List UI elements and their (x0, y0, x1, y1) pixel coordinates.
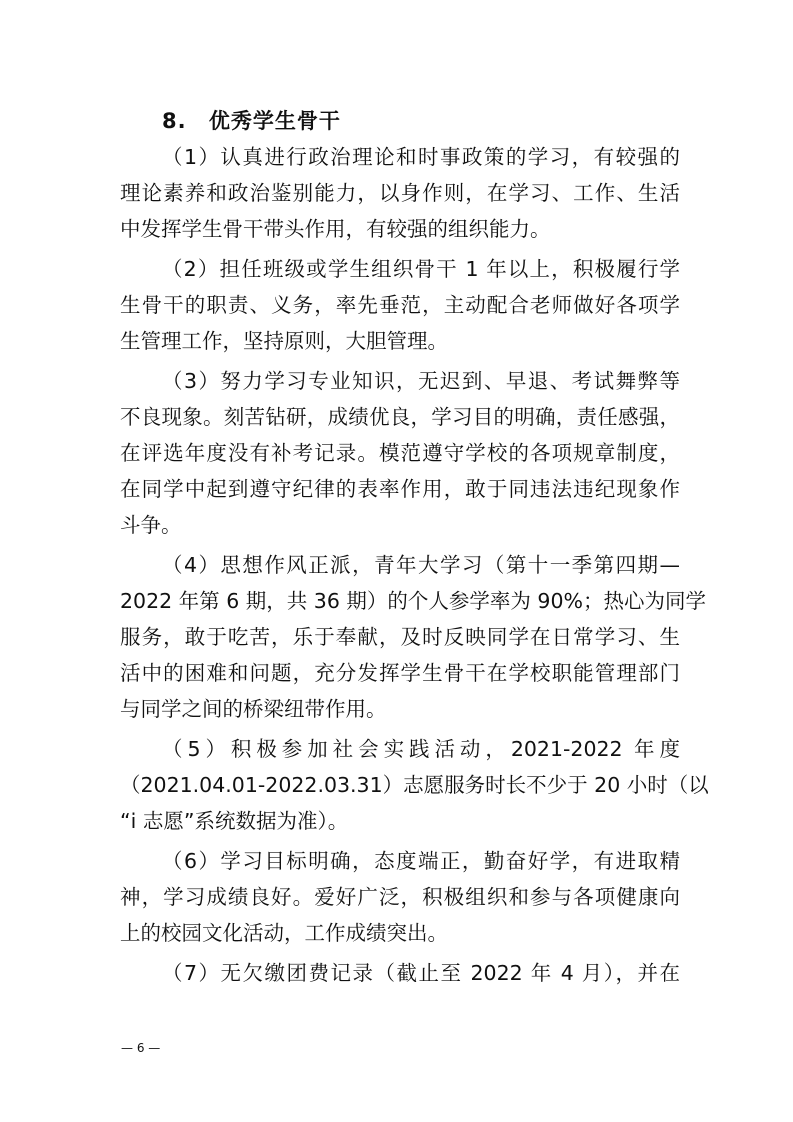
paragraph-line: （1）认真进行政治理论和时事政策的学习，有较强的 (162, 145, 680, 169)
paragraph-line: 中发挥学生骨干带头作用，有较强的组织能力。 (120, 217, 551, 241)
paragraph-line: 神，学习成绩良好。爱好广泛，积极组织和参与各项健康向 (120, 885, 680, 909)
paragraph-line: 在同学中起到遵守纪律的表率作用，敢于同违法违纪现象作 (120, 477, 680, 501)
paragraph-line: （5）积极参加社会实践活动，2021-2022 年度 (162, 737, 680, 761)
paragraph-line: 不良现象。刻苦钻研，成绩优良，学习目的明确，责任感强， (120, 405, 680, 429)
section-number: 8. (162, 109, 187, 133)
paragraph-line: （7）无欠缴团费记录（截止至 2022 年 4 月），并在 (162, 961, 680, 985)
paragraph-line: 与同学之间的桥梁纽带作用。 (120, 697, 387, 721)
paragraph-line: （2021.04.01-2022.03.31）志愿服务时长不少于 20 小时（以 (120, 773, 709, 797)
paragraph-line: 上的校园文化活动，工作成绩突出。 (120, 921, 448, 945)
paragraph-line: （6）学习目标明确，态度端正，勤奋好学，有进取精 (162, 849, 680, 873)
section-title: 优秀学生骨干 (208, 109, 341, 133)
paragraph-line: 理论素养和政治鉴别能力，以身作则，在学习、工作、生活 (120, 181, 680, 205)
paragraph-line: 2022 年第 6 期，共 36 期）的个人参学率为 90%；热心为同学 (120, 589, 706, 613)
paragraph-line: 活中的困难和问题，充分发挥学生骨干在学校职能管理部门 (120, 661, 680, 685)
paragraph-line: 生管理工作，坚持原则，大胆管理。 (120, 329, 448, 353)
page-number: — 6 — (121, 1041, 161, 1055)
paragraph-line: 在评选年度没有补考记录。模范遵守学校的各项规章制度， (120, 441, 680, 465)
paragraph-line: “i 志愿”系统数据为准）。 (120, 809, 349, 833)
paragraph-line: 服务，敢于吃苦，乐于奉献，及时反映同学在日常学习、生 (120, 625, 680, 649)
paragraph-line: （2）担任班级或学生组织骨干 1 年以上，积极履行学 (162, 257, 680, 281)
section-heading (162, 105, 341, 135)
paragraph-line: 斗争。 (120, 513, 182, 537)
paragraph-line: （4）思想作风正派，青年大学习（第十一季第四期— (162, 553, 680, 577)
paragraph-line: （3）努力学习专业知识，无迟到、早退、考试舞弊等 (162, 369, 680, 393)
paragraph-line: 生骨干的职责、义务，率先垂范，主动配合老师做好各项学 (120, 293, 680, 317)
